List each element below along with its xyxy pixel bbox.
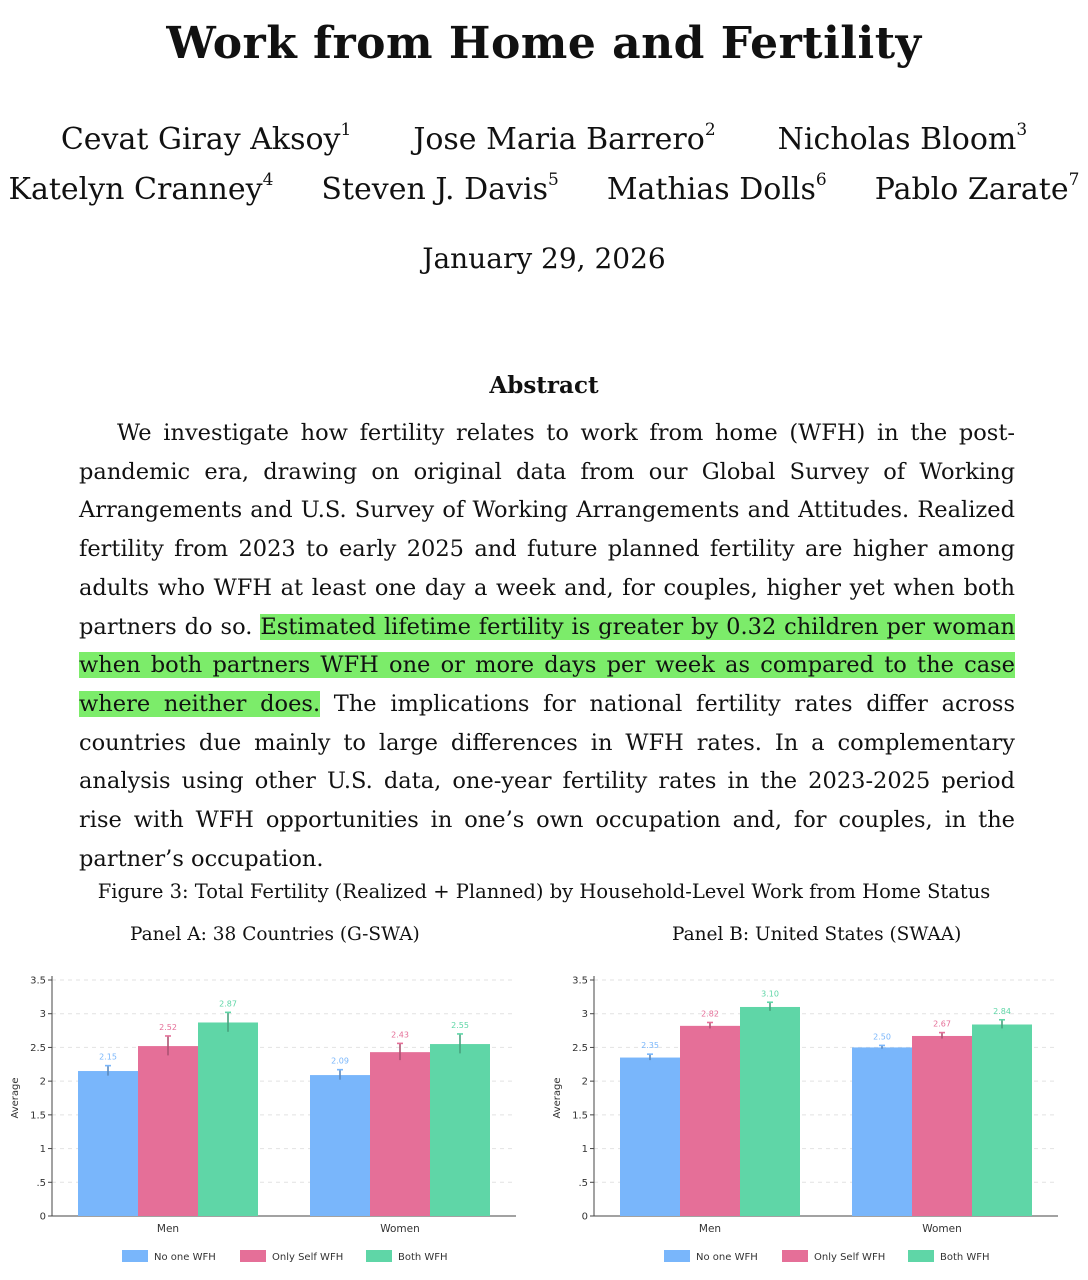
y-tick-label: .5 (578, 1177, 588, 1189)
data-label: 2.50 (873, 1032, 891, 1042)
legend-label: Only Self WFH (814, 1252, 886, 1263)
author-row-1 (0, 122, 1088, 157)
bar (680, 1026, 740, 1216)
author: Mathias Dolls$^6$ (606, 170, 827, 207)
data-label: 2.87 (219, 999, 237, 1009)
bar (138, 1046, 198, 1216)
author: Jose Maria Barrero$^2$ (413, 120, 716, 157)
legend-swatch (240, 1250, 266, 1262)
abstract-text: We investigate how fertility relates to work from home (WFH) in the post-pandemic era, drawing on original data from our Global Survey of Working Arrangements and U.S. Survey of Working Arrangements and Attitudes. Realized fertility from 2023 to early 2025 and future planned fertility are higher among adults who WFH at least one day a week and, for couples, higher yet when both partners do so. (79, 420, 1015, 640)
y-tick-label: 3 (581, 1009, 588, 1021)
bar (198, 1022, 258, 1216)
legend-label: No one WFH (154, 1252, 216, 1263)
legend-label: Both WFH (398, 1252, 448, 1263)
y-tick-label: 2.5 (572, 1042, 588, 1054)
data-label: 2.55 (451, 1020, 469, 1030)
y-tick-label: 1.5 (572, 1110, 588, 1122)
data-label: 2.15 (99, 1052, 117, 1062)
legend-label: No one WFH (696, 1252, 758, 1263)
figure-caption: Figure 3: Total Fertility (Realized + Planned) by Household-Level Work from Home Status (97, 880, 991, 903)
panel-a-title: Panel A: 38 Countries (G-SWA) (130, 924, 420, 945)
legend-swatch (122, 1250, 148, 1262)
legend-swatch (366, 1250, 392, 1262)
data-label: 2.09 (331, 1056, 349, 1066)
bar (370, 1052, 430, 1216)
bar (78, 1071, 138, 1216)
data-label: 2.43 (391, 1030, 409, 1040)
y-tick-label: 3.5 (30, 975, 46, 987)
data-label: 3.10 (761, 989, 779, 999)
author: Steven J. Davis$^5$ (321, 170, 559, 207)
y-tick-label: 3.5 (572, 975, 588, 987)
y-axis-label: Average (552, 1077, 563, 1119)
data-label: 2.84 (993, 1006, 1011, 1016)
y-tick-label: 2 (39, 1076, 46, 1088)
y-tick-label: 1.5 (30, 1110, 46, 1122)
data-label: 2.82 (701, 1009, 719, 1019)
data-label: 2.67 (933, 1019, 951, 1029)
y-tick-label: 0 (581, 1211, 588, 1223)
bar (310, 1075, 370, 1216)
author: Katelyn Cranney$^4$ (8, 170, 274, 207)
y-tick-label: 1 (39, 1144, 46, 1156)
legend-label: Only Self WFH (272, 1252, 344, 1263)
bar (430, 1044, 490, 1216)
y-tick-label: .5 (36, 1177, 46, 1189)
x-tick-label: Women (922, 1223, 962, 1235)
legend-swatch (782, 1250, 808, 1262)
legend-label: Both WFH (940, 1252, 990, 1263)
y-tick-label: 3 (39, 1009, 46, 1021)
y-tick-label: 0 (39, 1211, 46, 1223)
y-tick-label: 2 (581, 1076, 588, 1088)
x-tick-label: Men (156, 1223, 180, 1235)
panel-b-bar-chart (546, 962, 1070, 1280)
bar (852, 1047, 912, 1216)
y-axis-label: Average (10, 1077, 21, 1119)
data-label: 2.52 (159, 1022, 177, 1032)
y-tick-label: 1 (581, 1144, 588, 1156)
legend-swatch (908, 1250, 934, 1262)
panel-a-bar-chart (4, 962, 528, 1280)
abstract-text: The implications for national fertility rates differ across countries due mainly to large differences in WFH rates. In a complementary analysis using other U.S. data, one-year fertility rates in the 2023-2025 period rise with WFH opportunities in one’s own occupation and, for couples, in the partner’s occupation. (79, 690, 1015, 872)
author-row-2 (0, 172, 1088, 207)
abstract-highlight: Estimated lifetime fertility is greater by 0.32 children per woman when both partners WFH one or more days per week as compared to the case where neither does. (79, 613, 1016, 717)
legend-swatch (664, 1250, 690, 1262)
panel-b-title: Panel B: United States (SWAA) (672, 924, 962, 945)
bar (912, 1036, 972, 1216)
x-tick-label: Women (380, 1223, 420, 1235)
author: Nicholas Bloom$^3$ (777, 120, 1028, 157)
bar (972, 1025, 1032, 1216)
author: Cevat Giray Aksoy$^1$ (60, 120, 352, 157)
paper-title: Work from Home and Fertility (166, 18, 922, 69)
paper-date: January 29, 2026 (422, 242, 666, 275)
data-label: 2.35 (641, 1041, 659, 1051)
abstract-body (79, 414, 1015, 878)
abstract-heading: Abstract (489, 372, 599, 399)
bar (740, 1007, 800, 1216)
author: Pablo Zarate$^7$ (874, 170, 1080, 207)
bar (620, 1058, 680, 1216)
y-tick-label: 2.5 (30, 1042, 46, 1054)
x-tick-label: Men (698, 1223, 722, 1235)
